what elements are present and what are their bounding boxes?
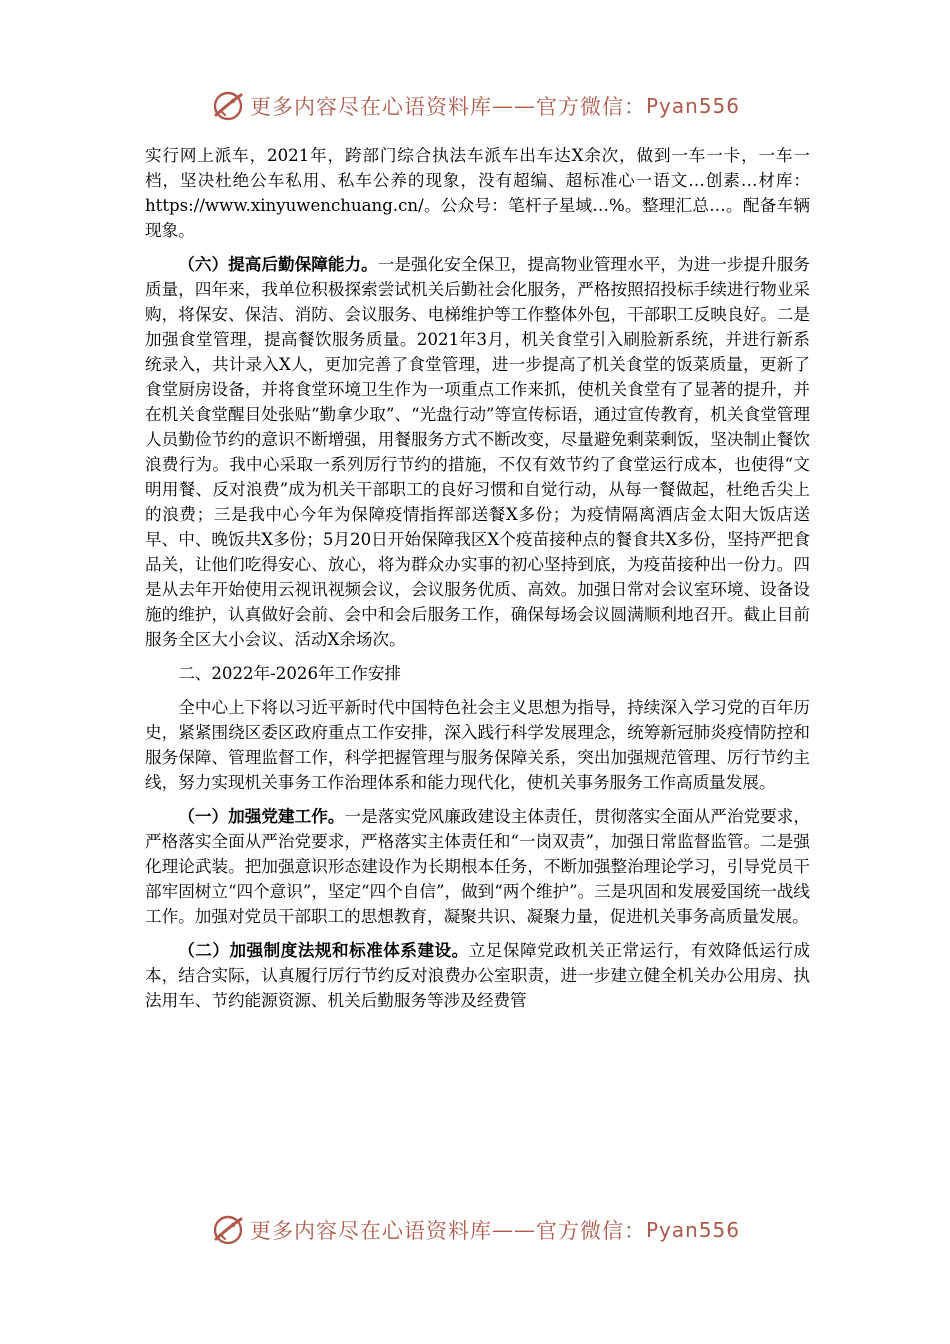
watermark-wechat-id: Pyan556 bbox=[645, 1218, 740, 1242]
paragraph-text: 全中心上下将以习近平新时代中国特色社会主义思想为指导，持续深入学习党的百年历史，紧紧围绕区委区政府重点工作安排，深入践行科学发展理念，统筹新冠肺炎疫情防控和服务保障、管理监督工作，科学把握管理与服务保障关系，突出加强规范管理、厉行节约主线，努力实现机关事务工作治理体系和能力现代化，使机关事务服务工作高质量发展。 bbox=[145, 698, 810, 792]
paragraph-bold-lead: （一）加强党建工作。 bbox=[178, 806, 345, 826]
paragraph-regulations bbox=[145, 938, 810, 1013]
paragraph-bold-lead: （二）加强制度法规和标准体系建设。 bbox=[178, 940, 469, 960]
watermark-banner-top bbox=[0, 86, 950, 126]
watermark-dash: —— bbox=[491, 94, 536, 118]
paragraph-work-plan-intro bbox=[145, 695, 810, 795]
paragraph-vehicle-dispatch bbox=[145, 143, 810, 243]
watermark-dash: —— bbox=[491, 1218, 536, 1242]
section-heading-work-plan bbox=[145, 661, 810, 686]
watermark-banner-bottom bbox=[0, 1210, 950, 1250]
watermark-wechat-label: 官方微信： bbox=[535, 95, 646, 119]
paragraph-text: 立足保障党政机关正常运行，有效降低运行成本，结合实际，认真履行厉行节约反对浪费办公室职责，进一步建立健全机关办公用房、执法用车、节约能源资源、机关后勤服务等涉及经费管 bbox=[145, 941, 811, 1010]
paragraph-bold-lead: （六）提高后勤保障能力。 bbox=[178, 254, 378, 274]
watermark-text: 更多内容尽在心语资料库 bbox=[249, 1219, 492, 1243]
paragraph-text: 一是强化安全保卫，提高物业管理水平，为进一步提升服务质量，四年来，我单位积极探索尝试机关后勤社会化服务，严格按照招投标手续进行物业采购，将保安、保洁、消防、会议服务、电梯维护等工作整体外包，干部职工反映良好。二是加强食堂管理，提高餐饮服务质量。2021年3月，机关食堂引入刷脸新系统，并进行新系统录入，共计录入X人，更加完善了食堂管理，进一步提高了机关食堂的饭菜质量，更新了食堂厨房设备，并将食堂环境卫生作为一项重点工作来抓，使机关食堂有了显著的提升，并在机关食堂醒目处张贴“勤拿少取”、“光盘行动”等宣传标语，通过宣传教育，机关食堂管理人员勤俭节约的意识不断增强，用餐服务方式不断改变，尽量避免剩菜剩饭，坚决制止餐饮浪费行为。我中心采取一系列厉行节约的措施，不仅有效节约了食堂运行成本，也使得“文明用餐、反对浪费”成为机关干部职工的良好习惯和自觉行动，从每一餐做起，杜绝舌尖上的浪费；三是我中心今年为保障疫情指挥部送餐X多份；为疫情隔离酒店金太阳大饭店送早、中、晚饭共X多份；5月20日开始保障我区X个疫苗接种点的餐食共X多份，坚持严把食品关，让他们吃得安心、放心，将为群众办实事的初心坚持到底，为疫苗接种出一份力。四是从去年开始使用云视讯视频会议，会议服务优质、高效。加强日常对会议室环境、设备设施的维护，认真做好会前、会中和会后服务工作，确保每场会议圆满顺利地召开。截止目前服务全区大小会议、活动X余场次。 bbox=[145, 255, 810, 649]
paragraph-text: 一是落实党风廉政建设主体责任，贯彻落实全面从严治党要求，严格落实全面从严治党要求，严格落实主体责任和“一岗双责”，加强日常监督监管。二是强化理论武装。把加强意识形态建设作为长期根本任务，不断加强整治理论学习，引导党员干部牢固树立“四个意识”，坚定“四个自信”，做到“两个维护”。三是巩固和发展爱国统一战线工作。加强对党员干部职工的思想教育，凝聚共识、凝聚力量，促进机关事务高质量发展。 bbox=[145, 807, 811, 926]
paragraph-logistics-support bbox=[145, 252, 810, 652]
document-body bbox=[145, 143, 810, 1022]
paragraph-text: 实行网上派车，2021年，跨部门综合执法车派车出车达X余次，做到一车一卡，一车一档，坚决杜绝公车私用、私车公养的现象，没有超编、超标准心一语文…创素…材库：https://www.xinyuwenchuang.cn/。公众号：笔杆子星域…%。整理汇总…。配备车辆现象。 bbox=[145, 146, 810, 240]
watermark-wechat-id: Pyan556 bbox=[645, 94, 740, 118]
watermark-logo-icon bbox=[210, 1212, 246, 1248]
section-heading-text: 二、2022年-2026年工作安排 bbox=[178, 664, 402, 683]
watermark-wechat-label: 官方微信： bbox=[535, 1219, 646, 1243]
watermark-text: 更多内容尽在心语资料库 bbox=[249, 95, 492, 119]
paragraph-party-building bbox=[145, 804, 810, 929]
watermark-logo-icon bbox=[210, 88, 246, 124]
